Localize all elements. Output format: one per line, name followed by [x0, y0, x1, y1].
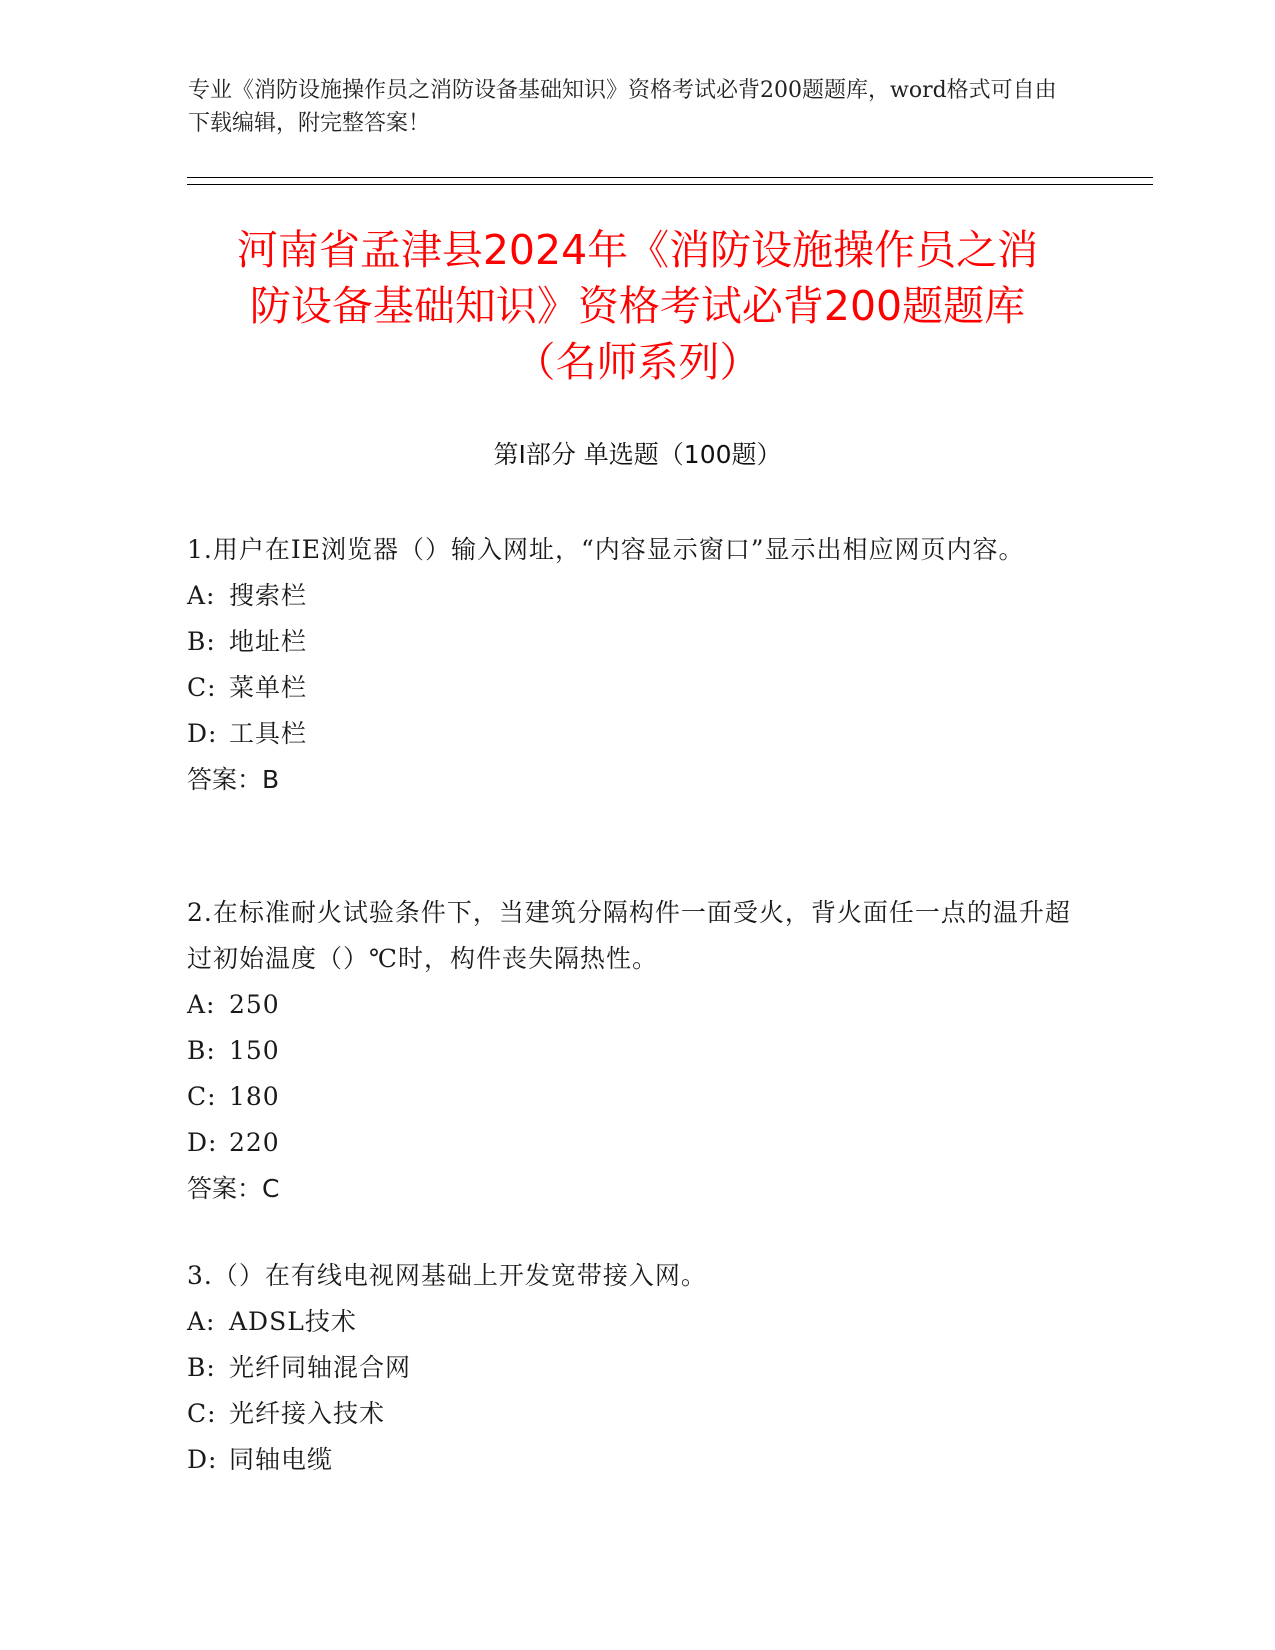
title-line-3: （名师系列）: [514, 338, 761, 386]
option-a: [187, 1299, 1087, 1345]
option-b: [187, 619, 1087, 665]
option-text: 250: [229, 990, 280, 1019]
question-stem: 3.（）在有线电视网基础上开发宽带接入网。: [187, 1261, 707, 1290]
option-c: [187, 665, 1087, 711]
option-text: 菜单栏: [229, 673, 308, 702]
option-label: C:: [187, 1082, 217, 1111]
header-divider-bottom: [187, 184, 1153, 185]
question-2: [187, 890, 1087, 1212]
title-line-1: 河南省孟津县2024年《消防设施操作员之消: [236, 226, 1039, 274]
option-c: [187, 1074, 1087, 1120]
option-label: A:: [187, 1307, 216, 1336]
section-heading: 第Ⅰ部分 单选题（100题）: [493, 440, 782, 469]
option-label: C:: [187, 1399, 217, 1428]
header-note: 专业《消防设施操作员之消防设备基础知识》资格考试必背200题题库，word格式可自由下载编辑，附完整答案！: [188, 78, 1057, 136]
option-a: [187, 573, 1087, 619]
option-text: 光纤接入技术: [229, 1399, 386, 1428]
option-label: D:: [187, 719, 218, 748]
option-label: D:: [187, 1128, 218, 1157]
option-label: B:: [187, 1353, 216, 1382]
option-text: 搜索栏: [229, 581, 308, 610]
question-3: [187, 1253, 1087, 1483]
option-label: A:: [187, 581, 216, 610]
title-line-2: 防设备基础知识》资格考试必背200题题库: [249, 282, 1026, 330]
option-text: 工具栏: [229, 719, 308, 748]
option-text: 地址栏: [229, 627, 308, 656]
answer-line: 答案：C: [187, 1174, 280, 1203]
option-d: [187, 1120, 1087, 1166]
option-text: 150: [229, 1036, 280, 1065]
option-a: [187, 982, 1087, 1028]
option-text: ADSL技术: [229, 1307, 357, 1336]
option-label: C:: [187, 673, 217, 702]
answer-line: 答案：B: [187, 765, 280, 794]
option-text: 光纤同轴混合网: [229, 1353, 412, 1382]
option-label: B:: [187, 1036, 216, 1065]
option-b: [187, 1345, 1087, 1391]
option-d: [187, 1437, 1087, 1483]
option-label: A:: [187, 990, 216, 1019]
option-text: 同轴电缆: [229, 1445, 334, 1474]
option-label: D:: [187, 1445, 218, 1474]
option-text: 220: [229, 1128, 280, 1157]
option-c: [187, 1391, 1087, 1437]
question-1: [187, 527, 1087, 803]
question-stem: 2.在标准耐火试验条件下，当建筑分隔构件一面受火，背火面任一点的温升超过初始温度（）℃时，构件丧失隔热性。: [187, 898, 1071, 973]
option-label: B:: [187, 627, 216, 656]
option-d: [187, 711, 1087, 757]
document-title: [150, 222, 1125, 390]
header-divider-top: [187, 177, 1153, 178]
question-stem: 1.用户在IE浏览器（）输入网址，“内容显示窗口”显示出相应网页内容。: [187, 535, 1025, 564]
option-b: [187, 1028, 1087, 1074]
option-text: 180: [229, 1082, 280, 1111]
